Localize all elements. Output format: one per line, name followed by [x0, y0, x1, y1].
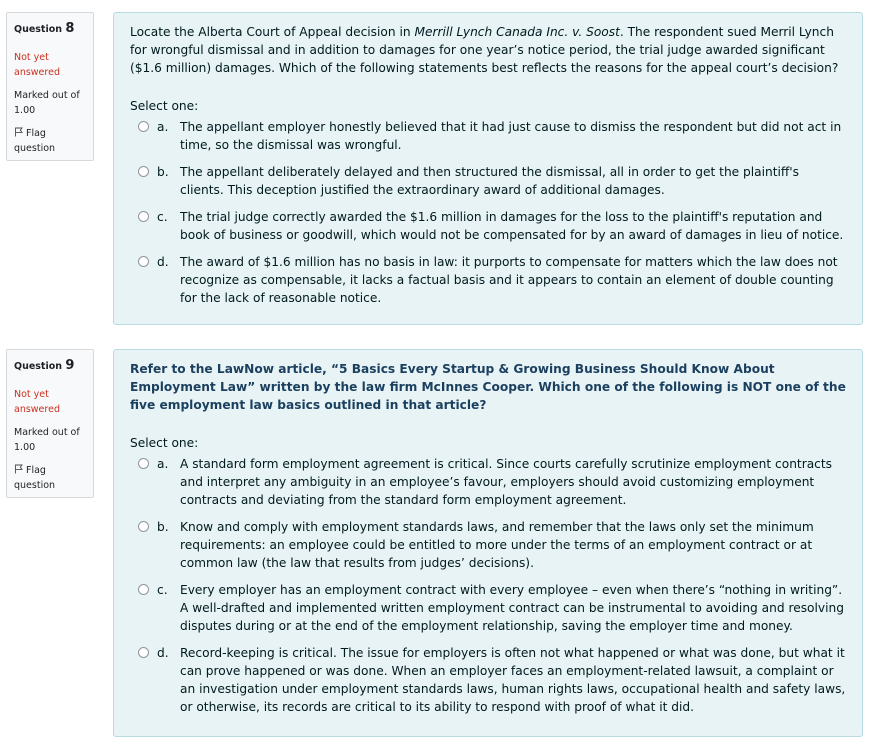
question-state: Not yet answered: [14, 52, 60, 78]
option-letter: a.: [157, 120, 169, 134]
answer-option-a[interactable]: [130, 455, 846, 509]
option-text[interactable]: Record-keeping is critical. The issue for employers is often not what happened or what was done, but what it can prove happened or was done. When an employer faces an employment-related lawsuit, a complaint or an investigation under employment standards laws, human rights laws, occupational health and safety laws, or otherwise, its records are critical to its ability to respond with proof of what it did.: [180, 646, 846, 714]
answer-option-d[interactable]: [130, 253, 846, 307]
question-label: Question: [14, 24, 63, 35]
option-letter: d.: [157, 255, 169, 269]
option-text[interactable]: The appellant employer honestly believed that it had just cause to dismiss the respondent but did not act in time, so the dismissal was wrongful.: [180, 120, 842, 152]
answer-options: [130, 455, 846, 716]
option-letter: d.: [157, 646, 169, 660]
select-one-prompt: Select one:: [130, 99, 199, 113]
flag-question-link[interactable]: [14, 463, 87, 493]
question-number: [14, 21, 87, 36]
option-text[interactable]: The trial judge correctly awarded the $1.6 million in damages for the loss to the plaintiff's reputation and book of business or goodwill, which would not be compensated for by an award of damages in lieu of notice.: [180, 210, 844, 242]
question-text: Refer to the LawNow article, “5 Basics Every Startup & Growing Business Should Know About Employment Law” written by the law firm McInnes Cooper. Which one of the following is NOT one of the five employment law basics outlined in that article?: [130, 362, 846, 412]
answer-option-d[interactable]: [130, 644, 846, 716]
radio-button[interactable]: [138, 166, 149, 177]
answer-option-b[interactable]: [130, 518, 846, 572]
radio-button[interactable]: [138, 584, 149, 595]
radio-button[interactable]: [138, 256, 149, 267]
answer-option-a[interactable]: [130, 118, 846, 154]
question-grade: Marked out of 1.00: [14, 90, 80, 116]
option-letter: b.: [157, 165, 169, 179]
flag-question-label: Flag question: [14, 465, 56, 491]
question-number: [14, 358, 87, 373]
question-label: Question: [14, 361, 63, 372]
flag-question-link[interactable]: [14, 126, 87, 156]
radio-button[interactable]: [138, 521, 149, 532]
option-text[interactable]: A standard form employment agreement is critical. Since courts carefully scrutinize employment contracts and interpret any ambiguity in an employee’s favour, employers should avoid customizing employment contracts and deviating from the standard form employment agreement.: [180, 457, 833, 507]
question-content: [113, 12, 863, 325]
question-number-value: 9: [65, 358, 75, 373]
question-grade: Marked out of 1.00: [14, 427, 80, 453]
question-content: [113, 349, 863, 737]
option-text[interactable]: The award of $1.6 million has no basis in law: it purports to compensate for matters which the law does not recognize as compensable, it lacks a factual basis and it appears to contain an element of double counting for the lack of reasonable notice.: [180, 255, 838, 305]
question-state: Not yet answered: [14, 389, 60, 415]
answer-option-c[interactable]: [130, 208, 846, 244]
flag-question-label: Flag question: [14, 128, 56, 154]
option-text[interactable]: The appellant deliberately delayed and then structured the dismissal, all in order to get the plaintiff's clients. This deception justified the extraordinary award of additional damages.: [180, 165, 800, 197]
option-text[interactable]: Every employer has an employment contract with every employee – even when there’s “nothing in writing”. A well-drafted and implemented written employment contract can be instrumental to avoiding and resolving disputes during or at the end of the employment relationship, saving the employer time and money.: [180, 583, 844, 633]
answer-options: [130, 118, 846, 307]
radio-button[interactable]: [138, 211, 149, 222]
flag-icon: [14, 127, 24, 137]
answer-option-c[interactable]: [130, 581, 846, 635]
option-letter: a.: [157, 457, 169, 471]
case-name: Merrill Lynch Canada Inc. v. Soost: [414, 25, 620, 39]
option-letter: b.: [157, 520, 169, 534]
question-info-panel: [6, 349, 94, 498]
select-one-prompt: Select one:: [130, 436, 199, 450]
question-number-value: 8: [65, 21, 75, 36]
flag-icon: [14, 464, 24, 474]
question-text-part: Locate the Alberta Court of Appeal decision in: [130, 25, 415, 39]
question-text-part: . The respondent sued Merril Lynch for wrongful dismissal and in addition to damages for one year’s notice period, the trial judge awarded significant ($1.6 million) damages. Which of the following statements best reflects the reasons for the appeal court’s decision?: [130, 25, 839, 75]
option-text[interactable]: Know and comply with employment standards laws, and remember that the laws only set the minimum requirements: an employee could be entitled to more under the terms of an employment contract or at common law (the law that results from judges’ decisions).: [180, 520, 814, 570]
answer-option-b[interactable]: [130, 163, 846, 199]
radio-button[interactable]: [138, 458, 149, 469]
radio-button[interactable]: [138, 647, 149, 658]
option-letter: c.: [157, 583, 168, 597]
radio-button[interactable]: [138, 121, 149, 132]
question-text: [130, 23, 846, 77]
question-info-panel: [6, 12, 94, 161]
option-letter: c.: [157, 210, 168, 224]
